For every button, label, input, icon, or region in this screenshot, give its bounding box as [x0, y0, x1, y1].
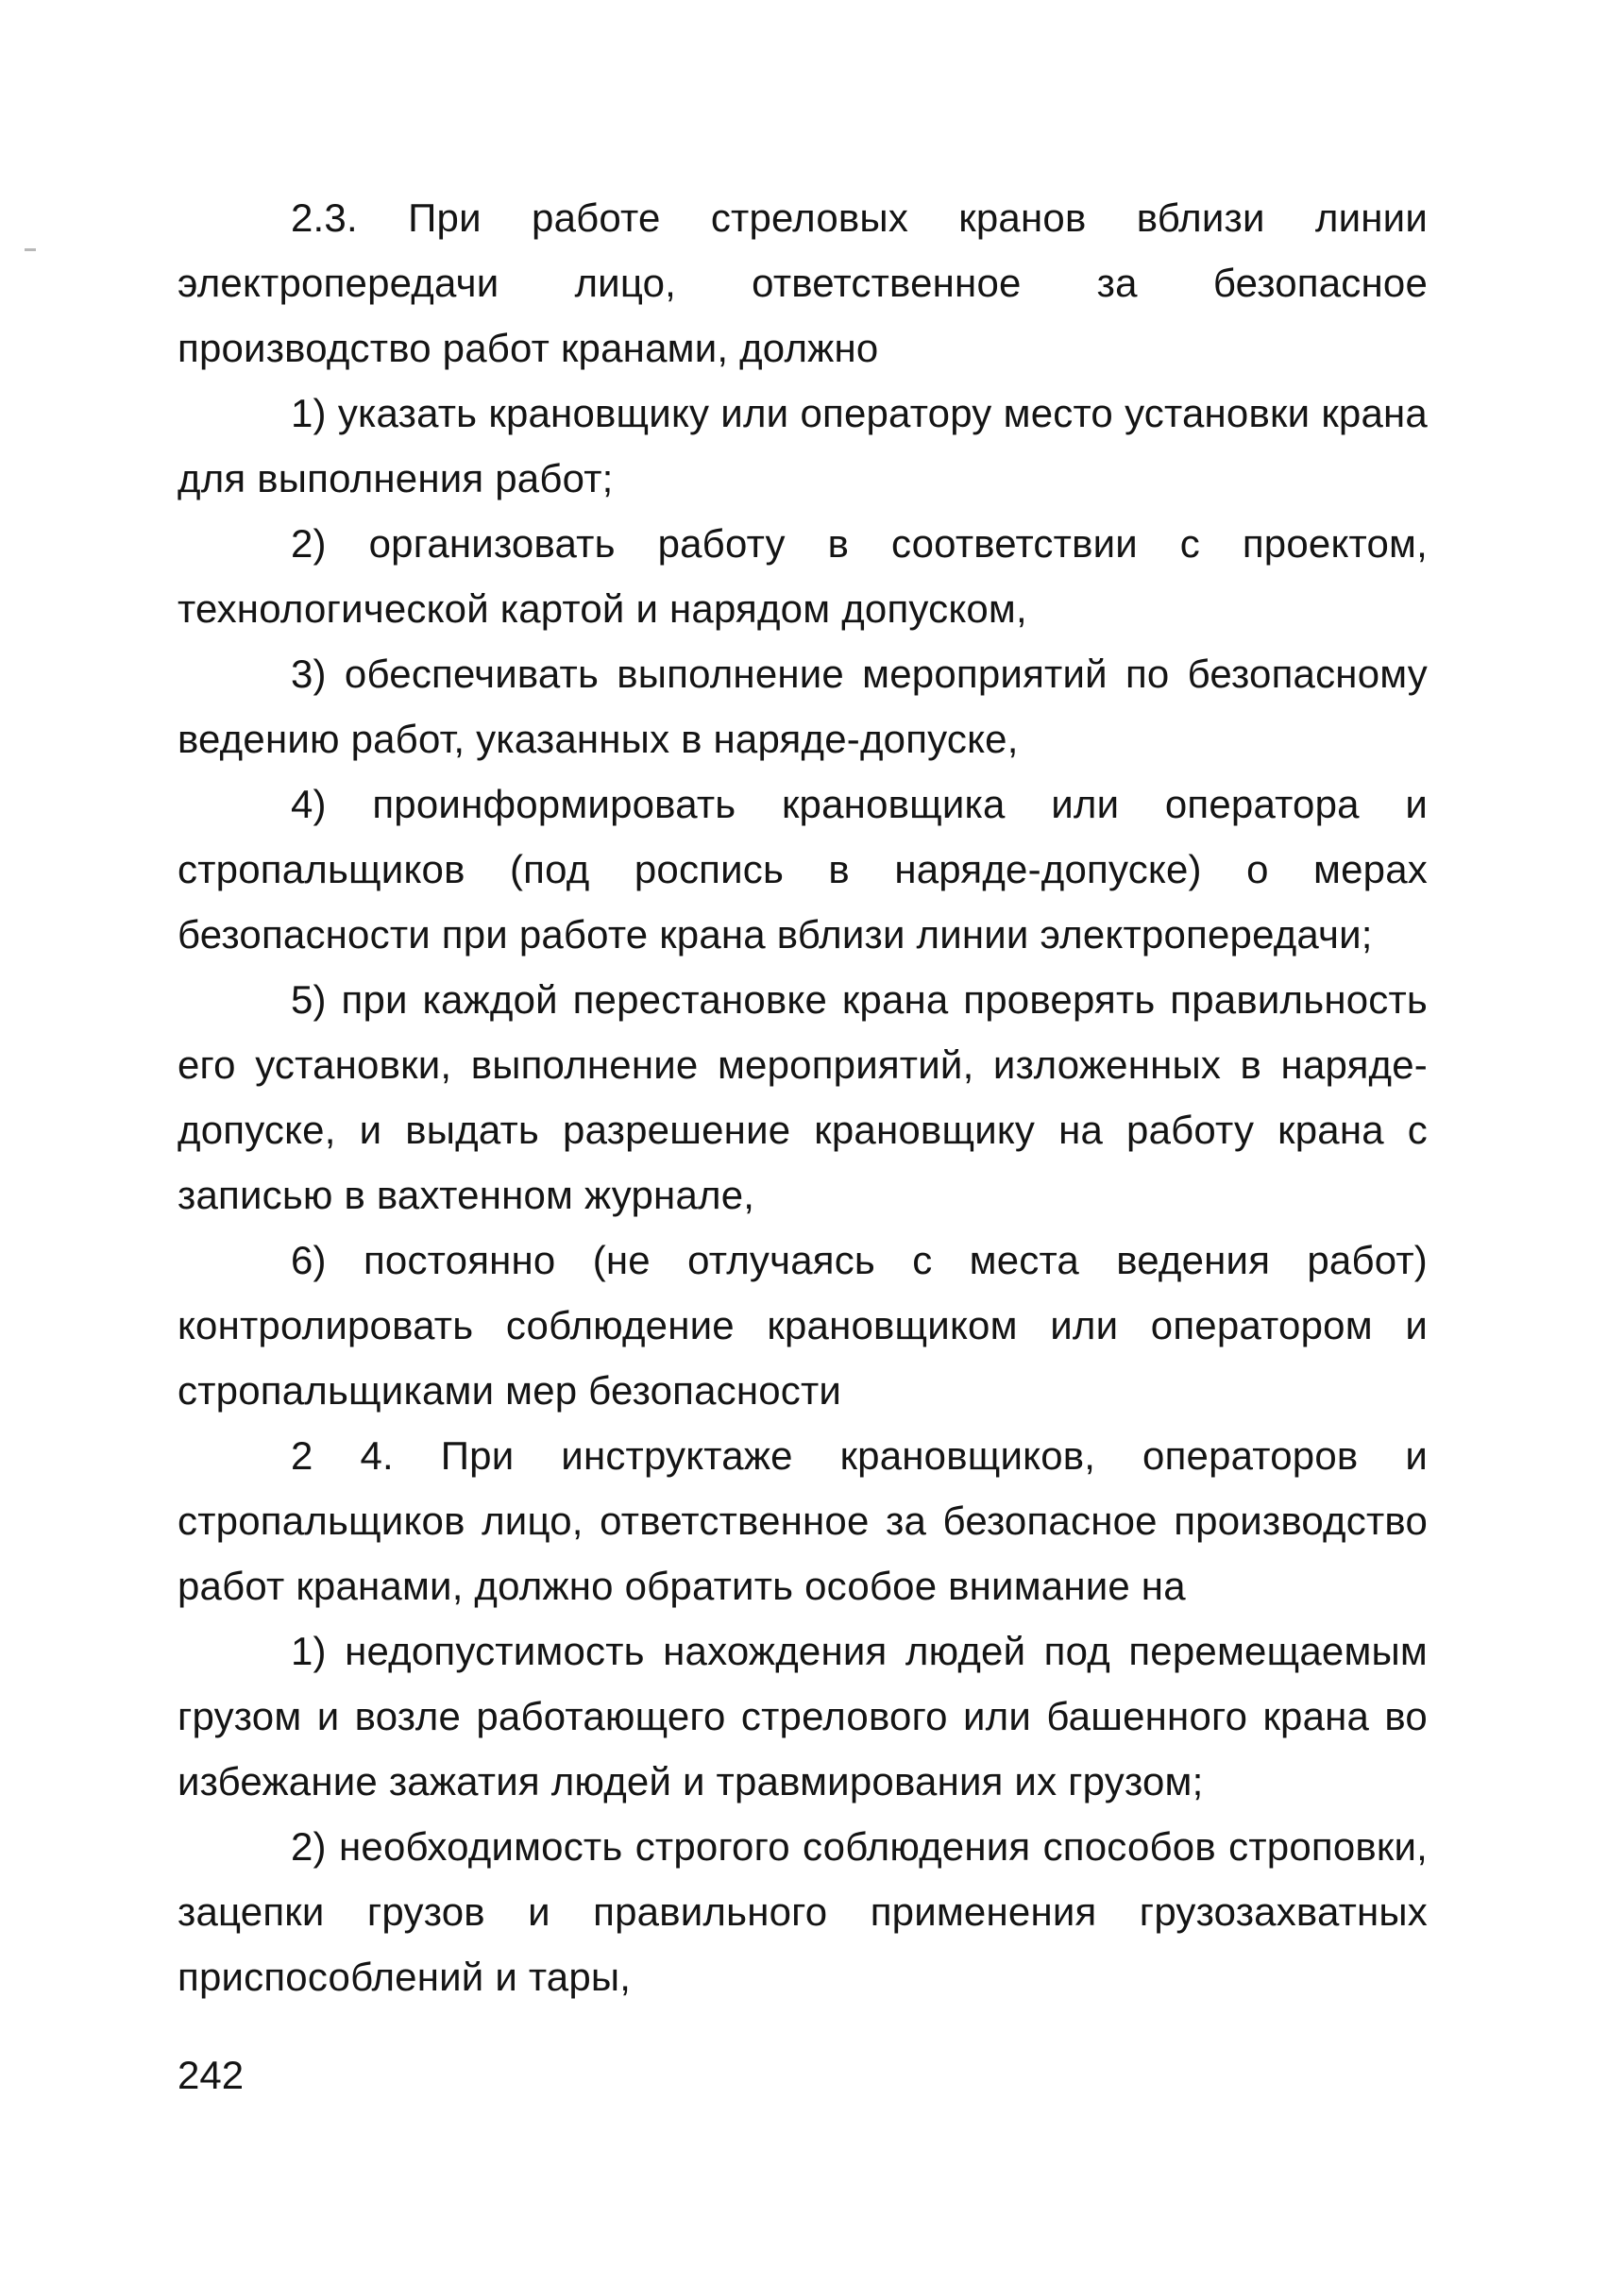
body-text	[178, 185, 1428, 2009]
list-item-6: 6) постоянно (не отлучаясь с места ведения работ) контролировать соблюдение крановщиком или оператором и стропальщиками мер безопасности	[178, 1238, 1428, 1413]
page-number: 242	[178, 2053, 245, 2097]
paragraph-2-3: 2.3. При работе стреловых кранов вблизи линии электропередачи лицо, ответственное за безопасное производство работ кранами, должно	[178, 195, 1428, 370]
paragraph-2-4: 2 4. При инструктаже крановщиков, операторов и стропальщиков лицо, ответственное за безопасное производство работ кранами, должно обратить особое внимание на	[178, 1433, 1428, 1608]
list-item-1-b: 1) недопустимость нахождения людей под перемещаемым грузом и возле работающего стрелового или башенного крана во избежание зажатия людей и травмирования их грузом;	[178, 1629, 1428, 1803]
scan-artifact	[25, 248, 36, 251]
list-item-2: 2) организовать работу в соответствии с проектом, технологической картой и нарядом допуском,	[178, 521, 1428, 631]
list-item-2-b: 2) необходимость строгого соблюдения способов строповки, зацепки грузов и правильного применения грузозахватных приспособлений и тары,	[178, 1824, 1428, 1999]
list-item-4: 4) проинформировать крановщика или оператора и стропальщиков (под роспись в наряде-допуске) о мерах безопасности при работе крана вблизи линии электропередачи;	[178, 782, 1428, 957]
list-item-5: 5) при каждой перестановке крана проверять правильность его установки, выполнение мероприятий, изложенных в наряде-допуске, и выдать разрешение крановщику на работу крана с записью в вахтенном журнале,	[178, 977, 1428, 1217]
list-item-1: 1) указать крановщику или оператору место установки крана для выполнения работ;	[178, 391, 1428, 500]
list-item-3: 3) обеспечивать выполнение мероприятий по безопасному ведению работ, указанных в наряде-допуске,	[178, 652, 1428, 761]
